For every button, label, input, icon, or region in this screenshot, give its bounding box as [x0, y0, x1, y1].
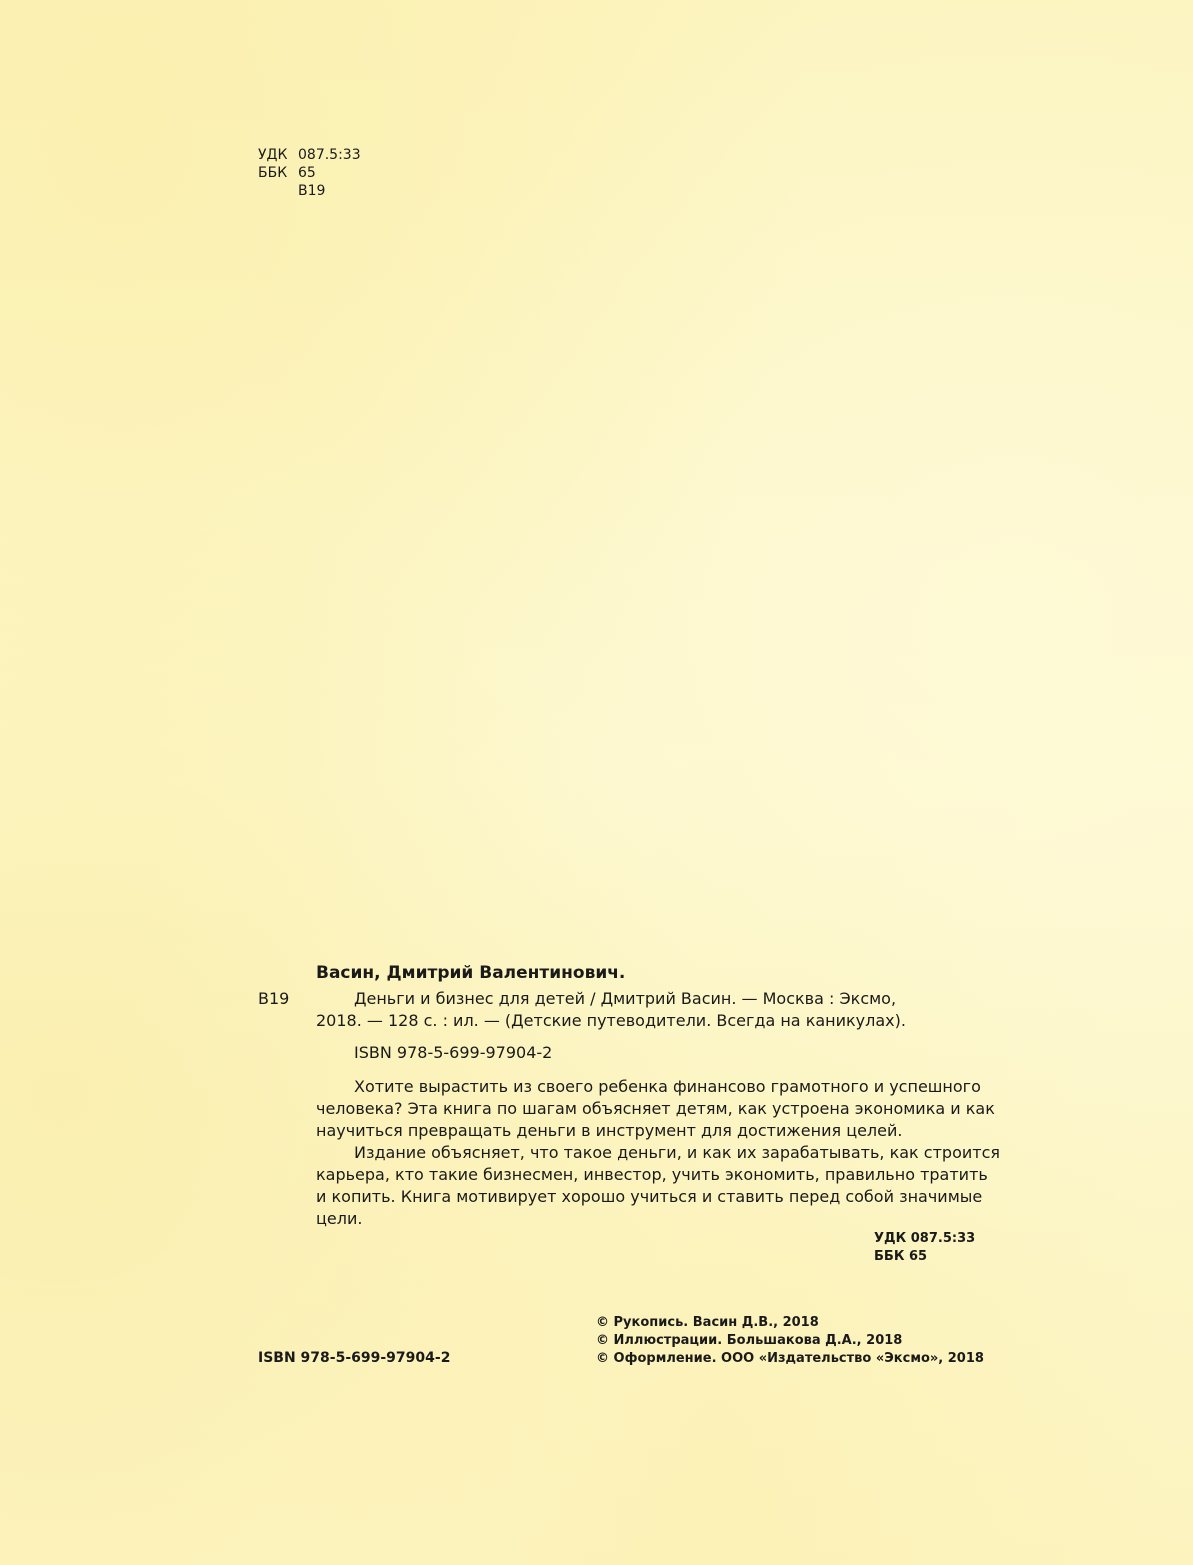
abstract-line: и копить. Книга мотивирует хорошо учиться и ставить перед собой значимые	[316, 1187, 983, 1206]
copyright-line: © Рукопись. Васин Д.В., 2018	[596, 1315, 819, 1330]
bottom-classification	[874, 1230, 975, 1266]
bbk-row	[258, 164, 361, 182]
publication-details: 2018. — 128 с. : ил. — (Детские путеводители. Всегда на каникулах).	[316, 1011, 906, 1030]
abstract-line: цели.	[316, 1209, 363, 1228]
bibliographic-record	[258, 962, 1000, 1230]
abstract-line: человека? Эта книга по шагам объясняет детям, как устроена экономика и как	[316, 1099, 995, 1118]
record-author-sign: В19	[258, 989, 290, 1008]
title-statement: Деньги и бизнес для детей / Дмитрий Васин. — Москва : Эксмо,	[354, 989, 897, 1008]
author-sign-row	[258, 182, 361, 200]
abstract	[316, 1076, 1000, 1230]
copyright-line: © Оформление. ООО «Издательство «Эксмо», 2018	[596, 1351, 984, 1366]
udk-label: УДК	[258, 147, 288, 163]
abstract-paragraph-2	[316, 1142, 1000, 1230]
udk-value: 087.5:33	[298, 147, 361, 163]
bbk-label: ББК	[258, 165, 288, 181]
title-line	[258, 988, 978, 1010]
udk-row	[258, 146, 361, 164]
bottom-udk: УДК 087.5:33	[874, 1231, 976, 1246]
abstract-line: Издание объясняет, что такое деньги, и как их зарабатывать, как строится	[354, 1143, 1000, 1162]
author-sign: В19	[298, 183, 326, 199]
record-isbn: ISBN 978-5-699-97904-2	[354, 1043, 553, 1062]
bbk-value: 65	[298, 165, 316, 181]
author-heading: Васин, Дмитрий Валентинович.	[316, 963, 626, 983]
isbn-bottom: ISBN 978-5-699-97904-2	[258, 1350, 451, 1366]
copyright-line: © Иллюстрации. Большакова Д.А., 2018	[596, 1333, 903, 1348]
abstract-paragraph-1	[316, 1076, 995, 1142]
abstract-line: Хотите вырастить из своего ребенка финансово грамотного и успешного	[354, 1077, 981, 1096]
abstract-line: карьера, кто такие бизнесмен, инвестор, учить экономить, правильно тратить	[316, 1165, 988, 1184]
bottom-bbk: ББК 65	[874, 1249, 928, 1264]
abstract-line: научиться превращать деньги в инструмент для достижения целей.	[316, 1121, 903, 1140]
copyrights	[596, 1314, 984, 1368]
top-classification	[258, 146, 361, 200]
